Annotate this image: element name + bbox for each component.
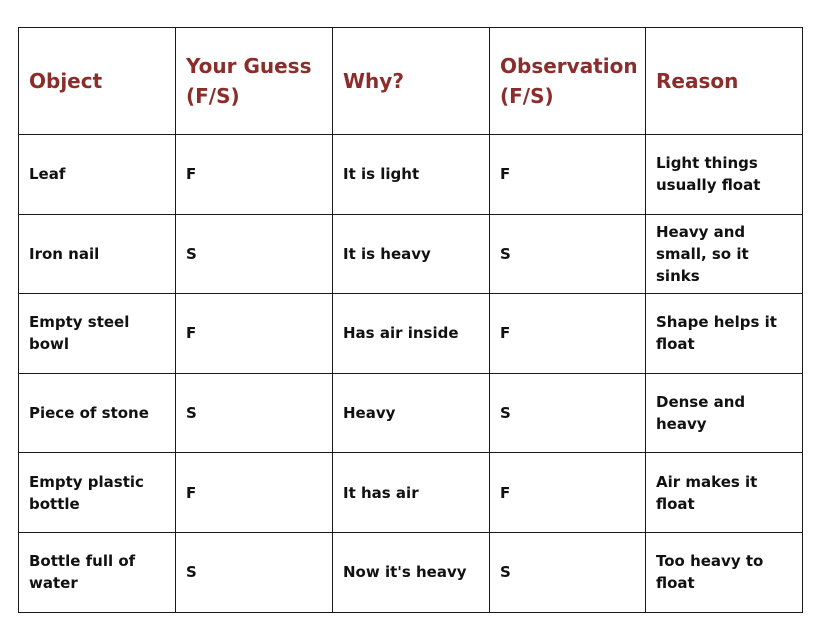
cell-why: Heavy <box>333 373 490 453</box>
cell-guess: F <box>176 453 333 533</box>
cell-reason: Shape helps it float <box>646 294 803 374</box>
cell-observation: S <box>490 214 646 294</box>
cell-object: Empty plastic bottle <box>19 453 176 533</box>
cell-observation: S <box>490 532 646 612</box>
header-observation: Observation (F/S) <box>490 28 646 135</box>
cell-guess: F <box>176 135 333 215</box>
table-row <box>19 214 803 294</box>
cell-reason: Too heavy to float <box>646 532 803 612</box>
float-sink-table <box>18 27 803 613</box>
cell-why: Has air inside <box>333 294 490 374</box>
cell-guess: S <box>176 214 333 294</box>
table-row <box>19 532 803 612</box>
cell-why: It has air <box>333 453 490 533</box>
cell-reason: Air makes it float <box>646 453 803 533</box>
header-reason: Reason <box>646 28 803 135</box>
cell-reason: Dense and heavy <box>646 373 803 453</box>
cell-object: Leaf <box>19 135 176 215</box>
cell-object: Piece of stone <box>19 373 176 453</box>
cell-observation: F <box>490 294 646 374</box>
table-row <box>19 373 803 453</box>
cell-guess: S <box>176 373 333 453</box>
cell-reason: Light things usually float <box>646 135 803 215</box>
cell-object: Empty steel bowl <box>19 294 176 374</box>
table-row <box>19 294 803 374</box>
cell-object: Iron nail <box>19 214 176 294</box>
header-object: Object <box>19 28 176 135</box>
cell-guess: S <box>176 532 333 612</box>
header-why: Why? <box>333 28 490 135</box>
cell-why: It is heavy <box>333 214 490 294</box>
cell-object: Bottle full of water <box>19 532 176 612</box>
table-header-row <box>19 28 803 135</box>
cell-reason: Heavy and small, so it sinks <box>646 214 803 294</box>
header-your-guess: Your Guess (F/S) <box>176 28 333 135</box>
cell-observation: F <box>490 135 646 215</box>
table-row <box>19 135 803 215</box>
cell-guess: F <box>176 294 333 374</box>
cell-why: It is light <box>333 135 490 215</box>
table-row <box>19 453 803 533</box>
cell-observation: F <box>490 453 646 533</box>
cell-why: Now it's heavy <box>333 532 490 612</box>
cell-observation: S <box>490 373 646 453</box>
